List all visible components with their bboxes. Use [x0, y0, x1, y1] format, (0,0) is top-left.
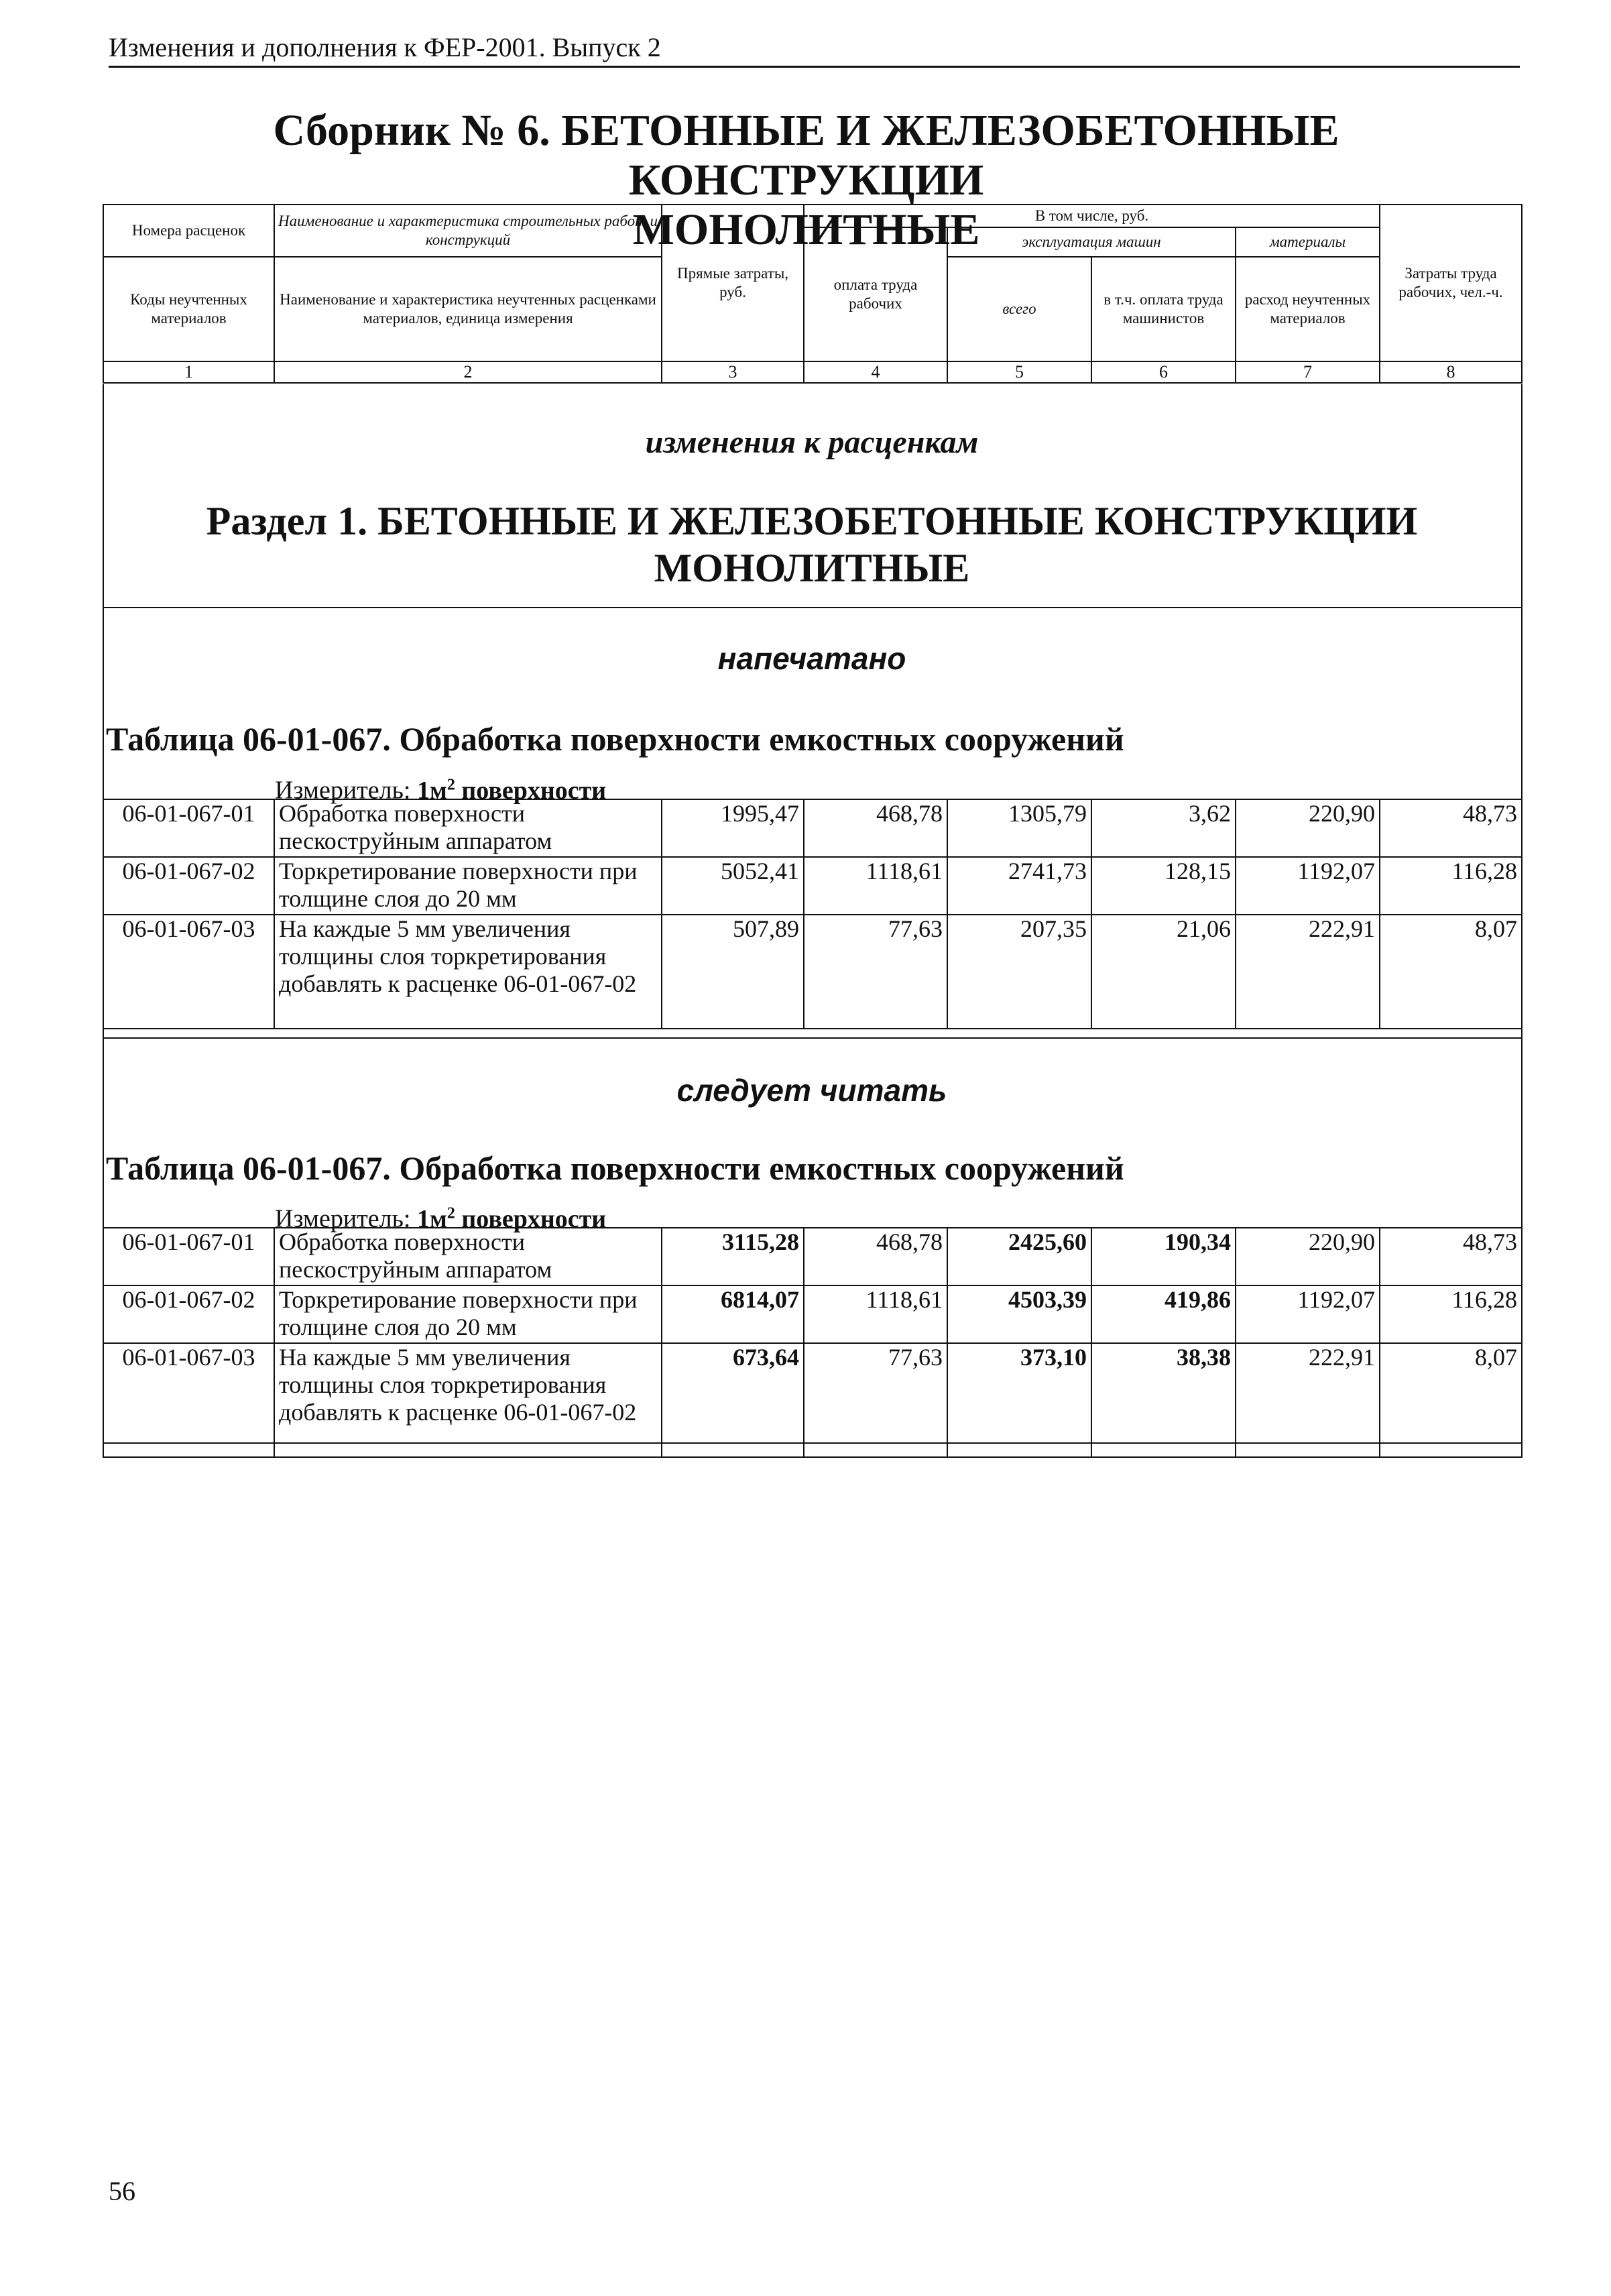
- header-worker-pay: оплата труда рабочих: [804, 227, 947, 361]
- direct-costs-value: 673,64: [662, 1343, 804, 1457]
- rate-name: Обработка поверхности пескоструйным аппаратом: [274, 1228, 662, 1285]
- machinist-pay-value: 38,38: [1091, 1343, 1236, 1457]
- materials-value: 222,91: [1236, 915, 1380, 1029]
- column-number: 7: [1236, 361, 1380, 383]
- machine-total-value: 373,10: [947, 1343, 1091, 1457]
- rate-code: 06-01-067-03: [103, 1343, 274, 1457]
- machine-total-value: 2741,73: [947, 857, 1091, 915]
- direct-costs-value: 507,89: [662, 915, 804, 1029]
- section-divider: [103, 1037, 1521, 1039]
- header-material-names: Наименование и характеристика неучтенных расценками материалов, единица измерения: [274, 257, 662, 361]
- worker-pay-value: 1118,61: [804, 1285, 947, 1343]
- header-machine-operation: эксплуатация машин: [947, 227, 1236, 257]
- table-row: [103, 857, 1522, 915]
- rate-name: На каждые 5 мм увеличения толщины слоя торкретирования добавлять к расценке 06-01-067-02: [274, 1343, 662, 1457]
- labor-costs-value: 116,28: [1380, 1285, 1522, 1343]
- direct-costs-value: 5052,41: [662, 857, 804, 915]
- table-row: [103, 799, 1522, 857]
- machinist-pay-value: 190,34: [1091, 1228, 1236, 1285]
- header-work-name: Наименование и характеристика строительных работ и конструкций: [274, 205, 662, 257]
- header-including: В том числе, руб.: [804, 205, 1380, 227]
- section-title-line2: МОНОЛИТНЫЕ: [654, 546, 970, 590]
- table-row: [103, 1343, 1522, 1457]
- worker-pay-value: 77,63: [804, 915, 947, 1029]
- machinist-pay-value: 3,62: [1091, 799, 1236, 857]
- column-number: 1: [103, 361, 274, 383]
- materials-value: 220,90: [1236, 1228, 1380, 1285]
- materials-value: 220,90: [1236, 799, 1380, 857]
- corrected-label: следует читать: [676, 1073, 947, 1108]
- rate-name: Обработка поверхности пескоструйным аппаратом: [274, 799, 662, 857]
- corrected-rates-table: [103, 1227, 1523, 1458]
- section-title: [103, 498, 1521, 591]
- table-row: [103, 1285, 1522, 1343]
- machine-total-value: 2425,60: [947, 1228, 1091, 1285]
- labor-costs-value: 116,28: [1380, 857, 1522, 915]
- table-row: [103, 915, 1522, 1029]
- collection-title-line1: Сборник № 6. БЕТОННЫЕ И ЖЕЛЕЗОБЕТОННЫЕ КОНСТРУКЦИИ: [273, 106, 1339, 205]
- direct-costs-value: 3115,28: [662, 1228, 804, 1285]
- rate-code: 06-01-067-02: [103, 857, 274, 915]
- header-rate-numbers: Номера расценок: [103, 205, 274, 257]
- rate-code: 06-01-067-01: [103, 1228, 274, 1285]
- column-number: 6: [1091, 361, 1236, 383]
- worker-pay-value: 1118,61: [804, 857, 947, 915]
- worker-pay-value: 468,78: [804, 799, 947, 857]
- section-title-line1: Раздел 1. БЕТОННЫЕ И ЖЕЛЕЗОБЕТОННЫЕ КОНСТРУКЦИИ: [206, 499, 1418, 543]
- column-header-table: [103, 204, 1523, 384]
- header-material-codes: Коды неучтенных материалов: [103, 257, 274, 361]
- printed-table-title: Таблица 06-01-067. Обработка поверхности емкостных сооружений: [106, 720, 1124, 758]
- rate-name: На каждые 5 мм увеличения толщины слоя торкретирования добавлять к расценке 06-01-067-02: [274, 915, 662, 1029]
- labor-costs-value: 8,07: [1380, 1343, 1522, 1457]
- machinist-pay-value: 128,15: [1091, 857, 1236, 915]
- labor-costs-value: 48,73: [1380, 1228, 1522, 1285]
- table-row: [103, 1228, 1522, 1285]
- rate-name: Торкретирование поверхности при толщине слоя до 20 мм: [274, 1285, 662, 1343]
- machine-total-value: 1305,79: [947, 799, 1091, 857]
- rate-code: 06-01-067-01: [103, 799, 274, 857]
- machine-total-value: 207,35: [947, 915, 1091, 1029]
- rate-code: 06-01-067-02: [103, 1285, 274, 1343]
- header-direct-costs: Прямые затраты, руб.: [662, 205, 804, 361]
- corrected-table-title: Таблица 06-01-067. Обработка поверхности емкостных сооружений: [106, 1149, 1124, 1187]
- labor-costs-value: 8,07: [1380, 915, 1522, 1029]
- column-number: 2: [274, 361, 662, 383]
- header-machinist-pay: в т.ч. оплата труда машинистов: [1091, 257, 1236, 361]
- rate-name: Торкретирование поверхности при толщине слоя до 20 мм: [274, 857, 662, 915]
- materials-value: 1192,07: [1236, 1285, 1380, 1343]
- rate-code: 06-01-067-03: [103, 915, 274, 1029]
- header-machine-total: всего: [947, 257, 1091, 361]
- column-number: 5: [947, 361, 1091, 383]
- measure-unit: $1м^2$ поверхности: [417, 1204, 607, 1233]
- materials-value: 222,91: [1236, 1343, 1380, 1457]
- materials-value: 1192,07: [1236, 857, 1380, 915]
- section-divider: [103, 607, 1521, 608]
- machinist-pay-value: 419,86: [1091, 1285, 1236, 1343]
- measure-prefix: Измеритель:: [275, 776, 417, 805]
- page-number: 56: [109, 2176, 135, 2206]
- header-material-consumption: расход неучтенных материалов: [1236, 257, 1380, 361]
- machinist-pay-value: 21,06: [1091, 915, 1236, 1029]
- worker-pay-value: 468,78: [804, 1228, 947, 1285]
- direct-costs-value: 6814,07: [662, 1285, 804, 1343]
- running-header: Изменения и дополнения к ФЕР-2001. Выпуск 2: [109, 32, 1520, 68]
- collection-title-line2: МОНОЛИТНЫЕ: [632, 205, 980, 254]
- column-number: 8: [1380, 361, 1522, 383]
- printed-rates-table: [103, 799, 1523, 1029]
- changes-heading: изменения к расценкам: [645, 424, 979, 460]
- direct-costs-value: 1995,47: [662, 799, 804, 857]
- printed-label: напечатано: [717, 641, 906, 676]
- header-materials: материалы: [1236, 227, 1380, 257]
- column-number: 4: [804, 361, 947, 383]
- machine-total-value: 4503,39: [947, 1285, 1091, 1343]
- worker-pay-value: 77,63: [804, 1343, 947, 1457]
- measure-unit: $1м^2$ поверхности: [417, 776, 607, 805]
- column-number: 3: [662, 361, 804, 383]
- measure-prefix: Измеритель:: [275, 1204, 417, 1233]
- header-labor-costs: Затраты труда рабочих, чел.-ч.: [1380, 205, 1522, 361]
- labor-costs-value: 48,73: [1380, 799, 1522, 857]
